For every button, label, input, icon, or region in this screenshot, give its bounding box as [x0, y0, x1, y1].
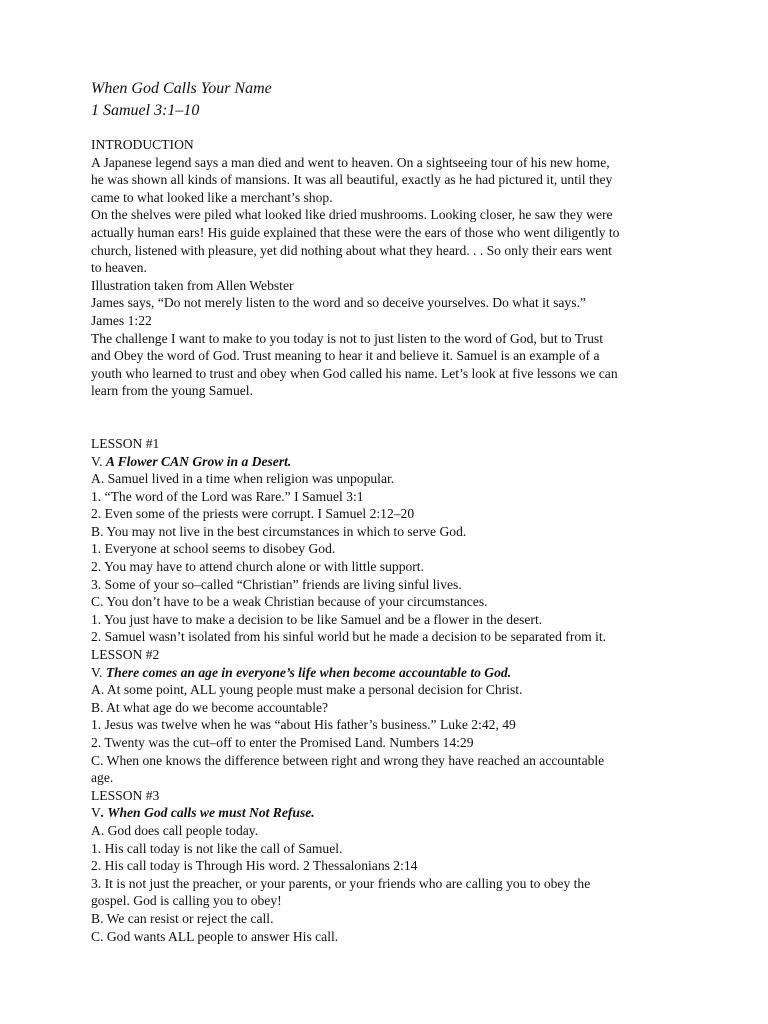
- intro-line: The challenge I want to make to you today is not to just listen to the word of God, but to Trust: [91, 330, 603, 346]
- lesson-line: A. At some point, ALL young people must make a personal decision for Christ.: [91, 682, 523, 698]
- intro-line: actually human ears! His guide explained that these were the ears of those who went diligently to: [91, 224, 620, 240]
- lesson-line: 2. You may have to attend church alone or with little support.: [91, 559, 424, 575]
- intro-line: James 1:22: [91, 312, 152, 328]
- lesson-heading: [91, 453, 708, 471]
- lesson-prefix: V: [91, 805, 101, 821]
- document-subtitle: 1 Samuel 3:1–10: [91, 102, 200, 119]
- lesson-line: 2. Samuel wasn’t isolated from his sinful world but he made a decision to be separated from it.: [91, 629, 607, 645]
- lesson-line: 2. Twenty was the cut–off to enter the Promised Land. Numbers 14:29: [91, 735, 474, 750]
- lesson-line: 3. Some of your so–called “Christian” friends are living sinful lives.: [91, 576, 462, 592]
- lesson-label: LESSON #1: [91, 435, 160, 451]
- intro-line: Illustration taken from Allen Webster: [91, 277, 294, 293]
- lesson-line: 1. Everyone at school seems to disobey God.: [91, 541, 336, 557]
- intro-line: and Obey the word of God. Trust meaning to hear it and believe it. Samuel is an example of a: [91, 348, 600, 364]
- intro-line: to heaven.: [91, 260, 147, 276]
- lesson-line: 1. “The word of the Lord was Rare.” I Samuel 3:1: [91, 488, 364, 504]
- lesson-line: C. When one knows the difference between right and wrong they have reached an accountable: [91, 752, 605, 768]
- intro-line: came to what looked like a merchant’s shop.: [91, 189, 333, 205]
- lesson-heading: [91, 664, 708, 682]
- lesson-title: There comes an age in everyone’s life when become accountable to God.: [105, 664, 512, 680]
- intro-line: On the shelves were piled what looked like dried mushrooms. Looking closer, he saw they were: [91, 207, 613, 223]
- lesson-line: C. God wants ALL people to answer His call.: [91, 928, 339, 944]
- lesson-line: C. You don’t have to be a weak Christian because of your circumstances.: [91, 594, 488, 610]
- document-title: When God Calls Your Name: [91, 80, 272, 97]
- intro-line: church, listened with pleasure, yet did nothing about what they heard. . . So only their ears went: [91, 242, 612, 258]
- lesson-line: 2. Even some of the priests were corrupt. I Samuel 2:12–20: [91, 506, 415, 522]
- lesson-line: age.: [91, 770, 114, 786]
- lesson-line: 3. It is not just the preacher, or your parents, or your friends who are calling you to obey the: [91, 875, 591, 891]
- lesson-line: B. At what age do we become accountable?: [91, 699, 329, 715]
- intro-line: learn from the young Samuel.: [91, 383, 253, 399]
- lesson-heading: [91, 804, 708, 822]
- lesson-line: A. Samuel lived in a time when religion was unpopular.: [91, 471, 395, 487]
- section-gap: [91, 400, 708, 435]
- intro-line: youth who learned to trust and obey when God called his name. Let’s look at five lessons we can: [91, 365, 618, 381]
- lesson-3: [91, 787, 708, 945]
- intro-line: James says, “Do not merely listen to the word and so deceive yourselves. Do what it says.”: [91, 295, 586, 311]
- introduction-heading: INTRODUCTION: [91, 137, 194, 152]
- lesson-title: . When God calls we must Not Refuse.: [100, 805, 315, 821]
- lesson-line: 1. You just have to make a decision to be like Samuel and be a flower in the desert.: [91, 611, 543, 627]
- lesson-line: 1. Jesus was twelve when he was “about His father’s business.” Luke 2:42, 49: [91, 717, 516, 733]
- lesson-line: 1. His call today is not like the call of Samuel.: [91, 840, 343, 856]
- intro-line: A Japanese legend says a man died and went to heaven. On a sightseeing tour of his new home,: [91, 154, 610, 170]
- lesson-prefix: V.: [91, 453, 106, 469]
- lesson-line: 2. His call today is Through His word. 2 Thessalonians 2:14: [91, 858, 418, 874]
- lesson-title: A Flower CAN Grow in a Desert.: [105, 453, 292, 469]
- lesson-prefix: V.: [91, 664, 106, 680]
- intro-line: he was shown all kinds of mansions. It was all beautiful, exactly as he had pictured it, until they: [91, 172, 613, 188]
- lesson-line: B. You may not live in the best circumstances in which to serve God.: [91, 523, 467, 539]
- lesson-label: LESSON #3: [91, 787, 160, 803]
- lesson-1: [91, 435, 708, 646]
- introduction-body: [91, 154, 708, 400]
- lesson-2: [91, 646, 708, 787]
- lesson-line: B. We can resist or reject the call.: [91, 910, 274, 926]
- lesson-label: LESSON #2: [91, 647, 160, 663]
- lesson-line: A. God does call people today.: [91, 822, 259, 838]
- lesson-line: gospel. God is calling you to obey!: [91, 893, 282, 909]
